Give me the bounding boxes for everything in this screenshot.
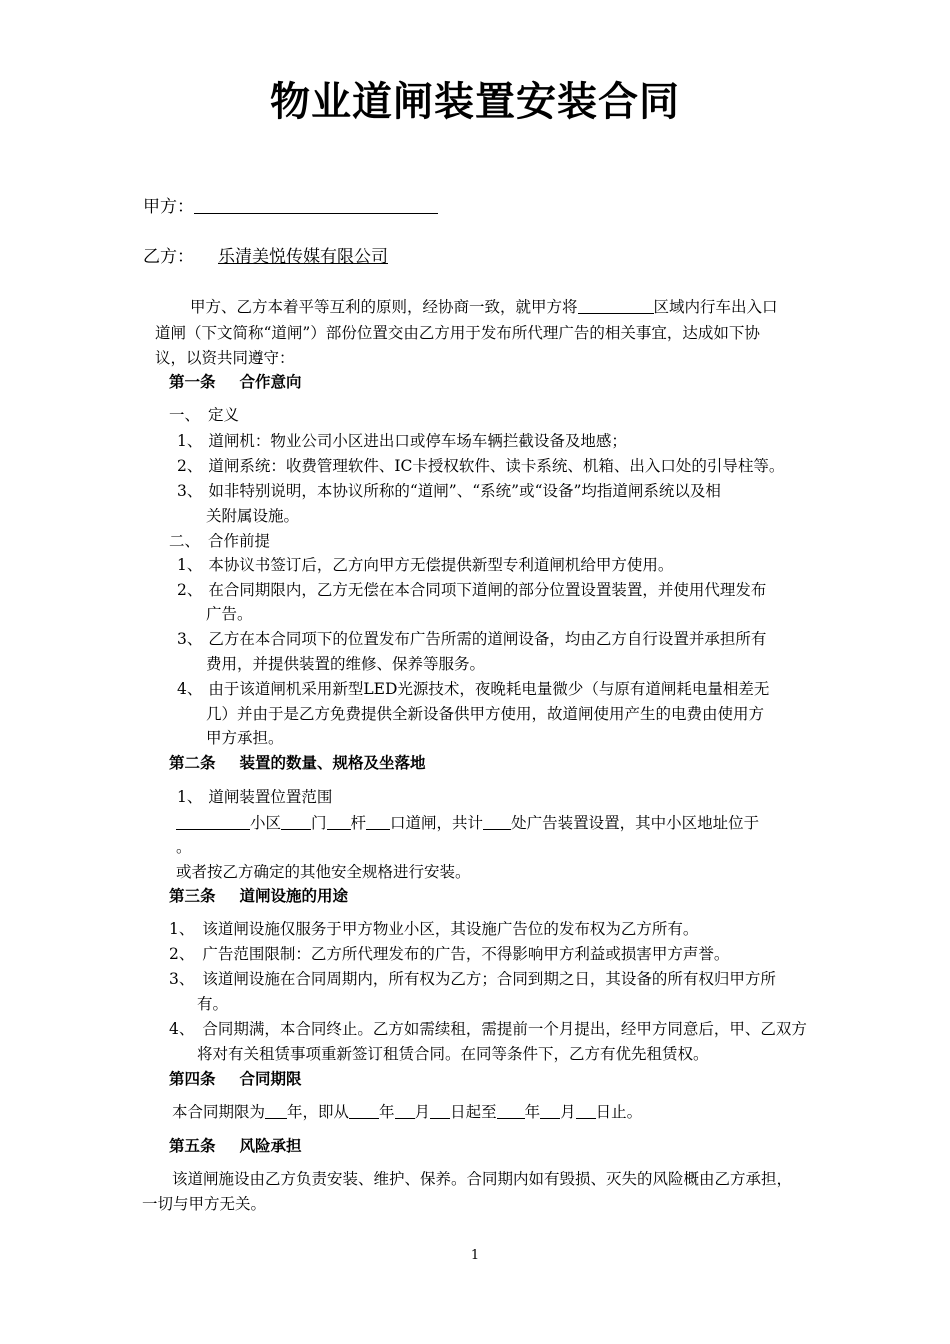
item-number: 3、	[177, 630, 203, 648]
premise-item-4	[177, 678, 769, 700]
definition-item-3	[177, 480, 721, 502]
item-text: 道闸机：物业公司小区进出口或停车场车辆拦截设备及地感；	[208, 432, 627, 450]
premise-item-2-cont: 广告。	[206, 605, 253, 623]
term-text: 年	[379, 1103, 395, 1121]
risk-line-1: 该道闸施设由乙方负责安装、维护、保养。合同期内如有毁损、灭失的风险概由乙方承担，	[172, 1170, 793, 1188]
premise-item-4-cont-2: 甲方承担。	[206, 729, 284, 747]
party-b-name-field	[194, 247, 514, 267]
article-5-heading	[169, 1135, 302, 1157]
article-3-title: 道闸设施的用途	[239, 886, 349, 905]
item-number: 4、	[177, 680, 203, 698]
item-number: 2、	[169, 945, 195, 963]
start-day-blank	[430, 1102, 450, 1119]
usage-item-1	[169, 918, 698, 940]
item-text: 合同期满，本合同终止。乙方如需续租，需提前一个月提出，经甲方同意后，甲、乙双方	[202, 1020, 807, 1038]
item-number: 2、	[177, 581, 203, 599]
article-2-number: 第二条	[169, 753, 216, 772]
intro-text-a: 甲方、乙方本着平等互利的原则，经协商一致，就甲方将	[190, 298, 578, 316]
premise-item-4-cont-1: 几）并由于是乙方免费提供全新设备供甲方使用，故道闸使用产生的电费由使用方	[206, 705, 765, 723]
item-number: 1、	[177, 788, 203, 806]
risk-line-2: 一切与甲方无关。	[142, 1195, 267, 1213]
start-month-blank	[395, 1102, 415, 1119]
section-2-number: 二、	[169, 532, 201, 550]
party-b-label: 乙方：	[143, 247, 194, 267]
party-a-label: 甲方：	[143, 197, 194, 217]
article-4-heading	[169, 1068, 302, 1090]
term-text: 本合同期限为	[172, 1103, 266, 1121]
section-1-title: 定义	[208, 406, 240, 424]
section-2-title: 合作前提	[208, 532, 271, 550]
item-text: 该道闸设施仅服务于甲方物业小区，其设施广告位的发布权为乙方所有。	[202, 920, 699, 938]
term-line	[172, 1101, 642, 1123]
term-text: 日起至	[450, 1103, 497, 1121]
premise-item-3-cont: 费用，并提供装置的维修、保养等服务。	[206, 655, 486, 673]
section-premise-heading	[169, 530, 270, 552]
term-text: 年	[524, 1103, 541, 1121]
article-5-title: 风险承担	[239, 1136, 302, 1155]
area-blank	[578, 297, 654, 314]
location-period: 。	[176, 838, 192, 856]
usage-item-4	[169, 1018, 807, 1040]
premise-item-2	[177, 579, 766, 601]
document-title: 物业道闸装置安装合同	[270, 79, 680, 125]
location-fill-line	[176, 812, 759, 834]
definition-item-2	[177, 455, 784, 477]
count-blank	[483, 813, 511, 830]
party-a-blank	[194, 197, 438, 214]
party-b-line	[143, 246, 514, 268]
entrance-blank	[366, 813, 390, 830]
section-1-number: 一、	[169, 406, 201, 424]
article-3-number: 第三条	[169, 886, 216, 905]
location-other: 或者按乙方确定的其他安全规格进行安装。	[176, 863, 471, 881]
gate-blank	[281, 813, 311, 830]
fill-text: 处广告装置设置，其中小区地址位于	[511, 814, 760, 832]
start-year-blank	[349, 1102, 379, 1119]
party-b-name: 乐清美悦传媒有限公司	[218, 247, 388, 267]
article-5-number: 第五条	[169, 1136, 216, 1155]
item-text: 广告范围限制：乙方所代理发布的广告，不得影响甲方利益或损害甲方声誉。	[202, 945, 730, 963]
intro-line-1	[190, 296, 778, 318]
premise-item-1	[177, 554, 673, 576]
usage-item-3	[169, 968, 776, 990]
item-text: 乙方在本合同项下的位置发布广告所需的道闸设备，均由乙方自行设置并承担所有	[208, 630, 767, 648]
article-4-title: 合同期限	[239, 1069, 302, 1088]
article-2-heading	[169, 752, 426, 774]
item-number: 1、	[177, 556, 203, 574]
item-text: 道闸系统：收费管理软件、IC卡授权软件、读卡系统、机箱、出入口处的引导柱等。	[208, 457, 785, 475]
article-1-title: 合作意向	[239, 372, 302, 391]
term-text: 年，即从	[287, 1103, 350, 1121]
fill-text: 门	[311, 814, 327, 832]
item-text: 如非特别说明，本协议所称的“道闸”、“系统”或“设备”均指道闸系统以及相	[208, 482, 721, 500]
term-text: 月	[560, 1103, 576, 1121]
intro-line-3: 议，以资共同遵守：	[155, 349, 295, 367]
term-text: 日止。	[595, 1103, 643, 1121]
usage-item-2	[169, 943, 729, 965]
section-definition-heading	[169, 404, 239, 426]
article-4-number: 第四条	[169, 1069, 216, 1088]
fill-text: 口道闸，共计	[390, 814, 484, 832]
years-blank	[265, 1102, 287, 1119]
fill-text: 小区	[250, 814, 282, 832]
article-3-heading	[169, 885, 348, 907]
intro-line-2: 道闸（下文简称“道闸”）部份位置交由乙方用于发布所代理广告的相关事宜，达成如下协	[155, 324, 760, 342]
term-text: 月	[414, 1103, 431, 1121]
item-text: 该道闸设施在合同周期内，所有权为乙方；合同到期之日，其设备的所有权归甲方所	[202, 970, 776, 988]
usage-item-4-cont: 将对有关租赁事项重新签订租赁合同。在同等条件下，乙方有优先租赁权。	[197, 1045, 709, 1063]
usage-item-3-cont: 有。	[197, 995, 229, 1013]
item-text: 道闸装置位置范围	[208, 788, 333, 806]
item-number: 4、	[169, 1020, 195, 1038]
item-number: 2、	[177, 457, 203, 475]
article-1-number: 第一条	[169, 372, 216, 391]
article-1-heading	[169, 371, 302, 393]
community-blank	[176, 813, 250, 830]
item-text: 在合同期限内，乙方无偿在本合同项下道闸的部分位置设置装置，并使用代理发布	[208, 581, 767, 599]
item-number: 1、	[177, 432, 203, 450]
party-a-line	[143, 196, 438, 218]
end-month-blank	[540, 1102, 560, 1119]
pole-blank	[327, 813, 351, 830]
item-number: 1、	[169, 920, 195, 938]
fill-text: 杆	[350, 814, 367, 832]
article-2-title: 装置的数量、规格及坐落地	[239, 753, 426, 772]
intro-text-b: 区域内行车出入口	[653, 298, 778, 316]
item-number: 3、	[177, 482, 203, 500]
end-day-blank	[576, 1102, 596, 1119]
definition-item-3-cont: 关附属设施。	[206, 507, 300, 525]
item-number: 3、	[169, 970, 195, 988]
page-number: 1	[470, 1248, 480, 1263]
item-text: 本协议书签订后，乙方向甲方无偿提供新型专利道闸机给甲方使用。	[208, 556, 674, 574]
item-text: 由于该道闸机采用新型LED光源技术，夜晚耗电量微少（与原有道闸耗电量相差无	[208, 680, 770, 698]
location-item-1	[177, 786, 332, 808]
end-year-blank	[497, 1102, 525, 1119]
definition-item-1	[177, 430, 627, 452]
premise-item-3	[177, 628, 766, 650]
